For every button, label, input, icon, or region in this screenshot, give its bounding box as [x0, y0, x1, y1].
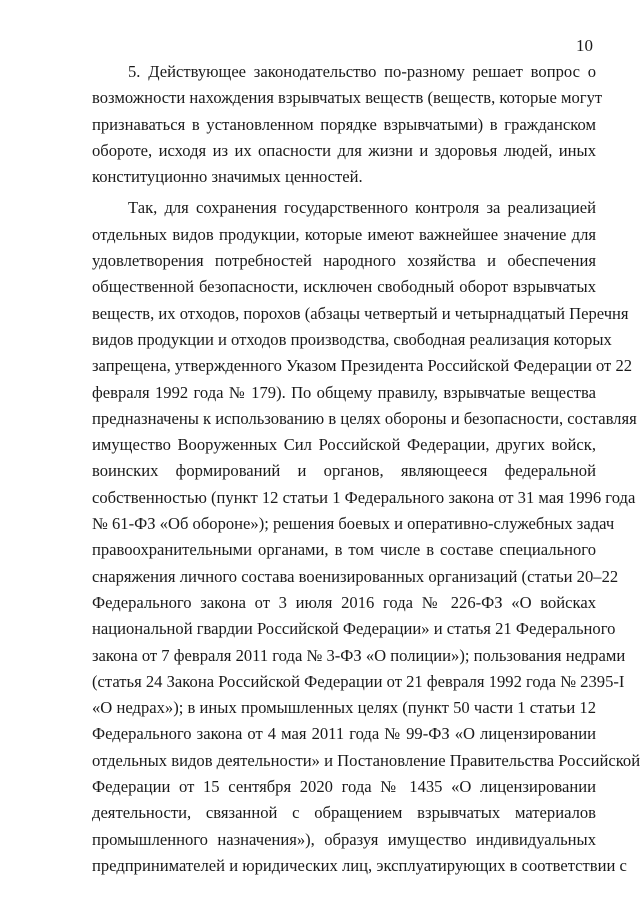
text-line: деятельности, связанной с обращением взрывчатых материалов [92, 803, 596, 823]
text-line: Федерального закона от 4 мая 2011 года № 99-ФЗ «О лицензировании [92, 724, 596, 744]
text-line: видов продукции и отходов производства, свободная реализация которых [92, 329, 612, 349]
text-line: февраля 1992 года № 179). По общему правилу, взрывчатые вещества [92, 382, 596, 402]
text-line: имущество Вооруженных Сил Российской Федерации, других войск, [92, 435, 596, 455]
text-line: отдельных видов продукции, которые имеют важнейшее значение для [92, 224, 596, 244]
text-line: веществ, их отходов, порохов (абзацы четвертый и четырнадцатый Перечня [92, 303, 629, 323]
text-line: возможности нахождения взрывчатых веществ (веществ, которые могут [92, 88, 603, 108]
text-line: воинских формирований и органов, являющееся федеральной [92, 461, 596, 481]
text-line: запрещена, утвержденного Указом Президента Российской Федерации от 22 [92, 356, 633, 376]
text-line: правоохранительными органами, в том числе в составе специального [92, 540, 596, 560]
text-line: № 61-ФЗ «Об обороне»); решения боевых и оперативно-служебных задач [92, 514, 615, 534]
text-line: снаряжения личного состава военизированных организаций (статьи 20–22 [92, 566, 619, 586]
text-line: национальной гвардии Российской Федерации» и статья 21 Федерального [92, 619, 616, 639]
text-line: конституционно значимых ценностей. [92, 167, 363, 187]
paragraph-5 [92, 59, 603, 190]
text-line: признаваться в установленном порядке взрывчатыми) в гражданском [92, 114, 596, 134]
text-line: «О недрах»); в иных промышленных целях (пункт 50 части 1 статьи 12 [92, 698, 596, 718]
text-line: предназначены к использованию в целях обороны и безопасности, составляя [92, 408, 637, 428]
text-line: Федерального закона от 3 июля 2016 года № 226-ФЗ «О войсках [92, 592, 596, 612]
text-line: удовлетворения потребностей народного хозяйства и обеспечения [92, 251, 596, 271]
text-line: обороте, исходя из их опасности для жизни и здоровья людей, иных [92, 140, 596, 160]
text-line: промышленного назначения»), образуя имущество индивидуальных [92, 829, 596, 849]
page-number: 10 [576, 36, 593, 55]
text-line: общественной безопасности, исключен свободный оборот взрывчатых [92, 277, 596, 297]
text-line: предпринимателей и юридических лиц, эксплуатирующих в соответствии с [92, 855, 627, 875]
document-body [92, 59, 640, 879]
text-line: собственностью (пункт 12 статьи 1 Федерального закона от 31 мая 1996 года [92, 487, 636, 507]
text-line: Федерации от 15 сентября 2020 года № 1435 «О лицензировании [92, 777, 596, 797]
text-line: закона от 7 февраля 2011 года № 3-ФЗ «О полиции»); пользования недрами [92, 645, 626, 665]
text-line: (статья 24 Закона Российской Федерации от 21 февраля 1992 года № 2395-I [92, 671, 625, 691]
text-line: 5. Действующее законодательство по-разному решает вопрос о [128, 62, 596, 81]
paragraph-explosives-circulation [92, 195, 640, 879]
text-line: отдельных видов деятельности» и Постановление Правительства Российской [92, 750, 640, 770]
text-line: Так, для сохранения государственного контроля за реализацией [128, 198, 596, 218]
